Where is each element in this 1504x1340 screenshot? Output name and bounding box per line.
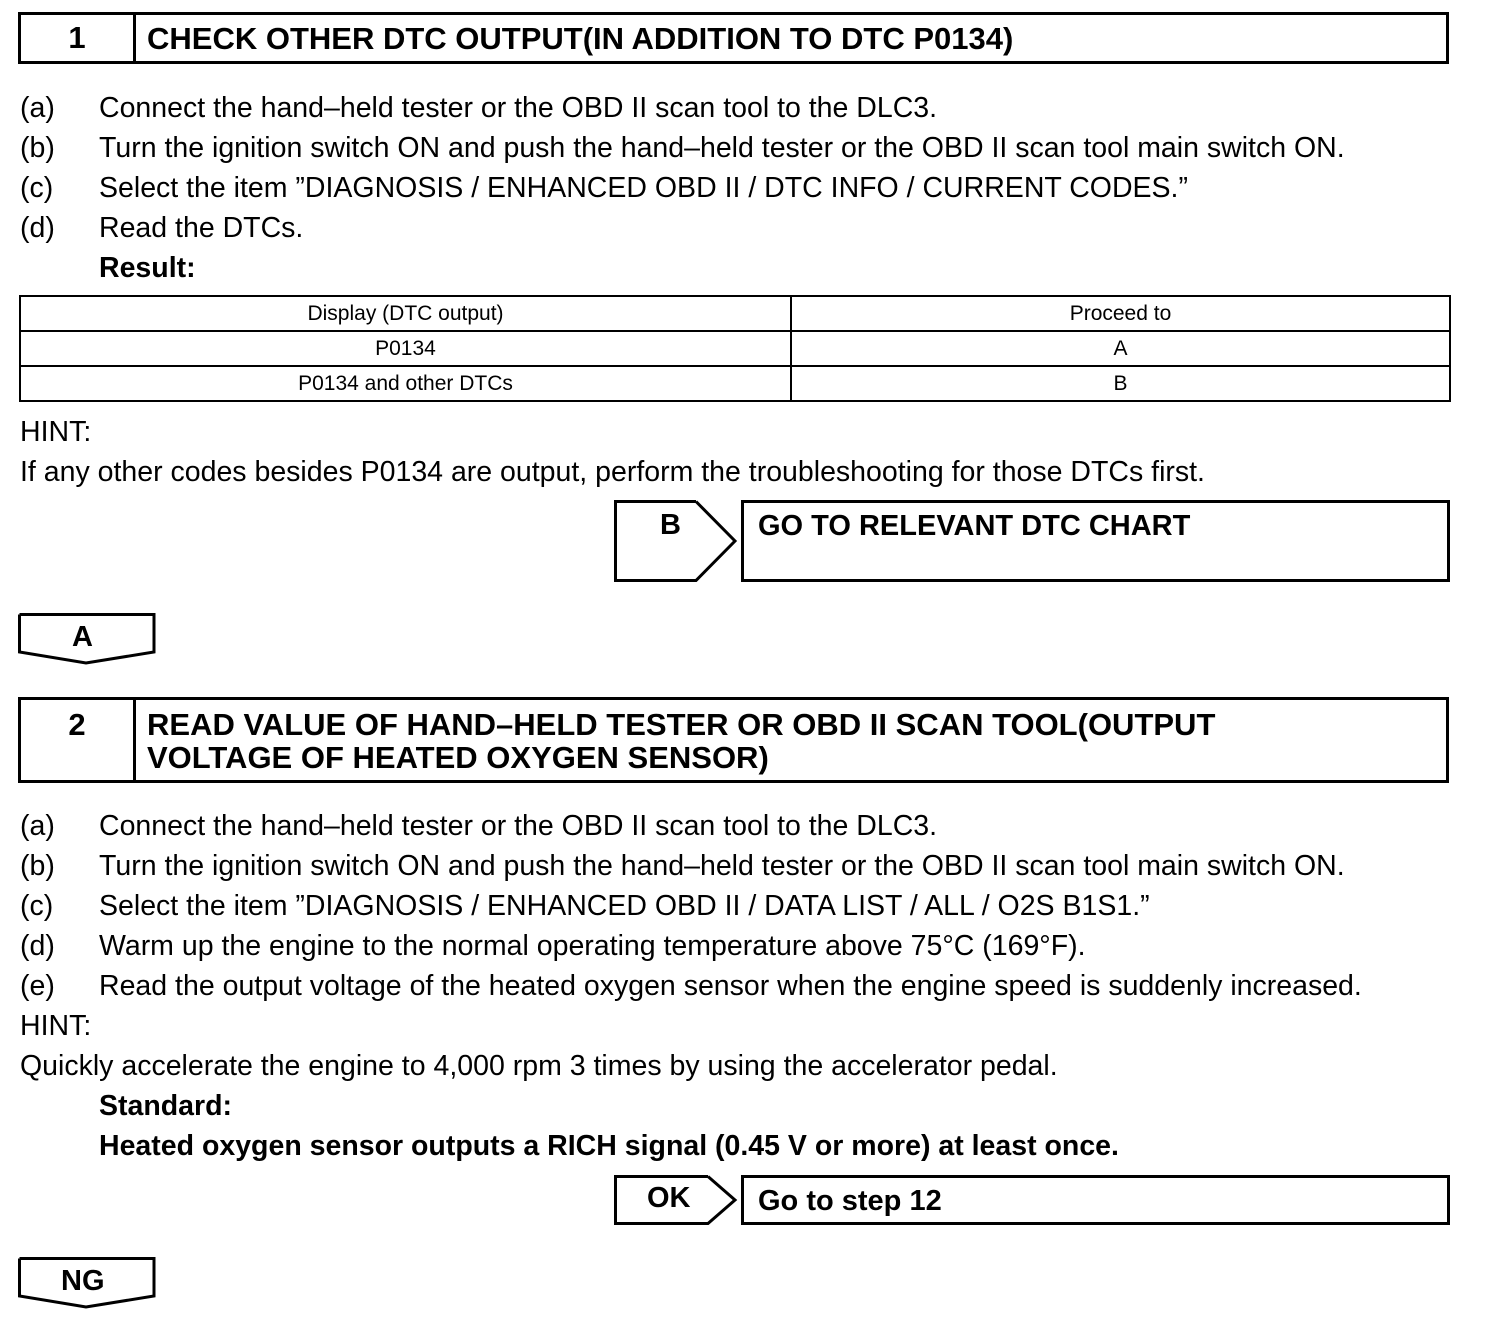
result-label: Result: bbox=[99, 252, 196, 284]
step1-branch-label: B bbox=[660, 509, 681, 541]
item-label: (b) bbox=[20, 850, 55, 882]
item-label: (a) bbox=[20, 810, 55, 842]
item-label: (a) bbox=[20, 92, 55, 124]
item-label: (e) bbox=[20, 970, 55, 1002]
item-label: (c) bbox=[20, 172, 54, 204]
step2-hint-label: HINT: bbox=[20, 1010, 92, 1042]
item-text: Connect the hand–held tester or the OBD II scan tool to the DLC3. bbox=[99, 92, 938, 124]
standard-label: Standard: bbox=[99, 1090, 233, 1122]
step2-title-line1: READ VALUE OF HAND–HELD TESTER OR OBD II SCAN TOOL(OUTPUT bbox=[147, 707, 1216, 742]
step1-title: CHECK OTHER DTC OUTPUT(IN ADDITION TO DTC P0134) bbox=[147, 21, 1014, 56]
item-label: (d) bbox=[20, 212, 55, 244]
item-text: Select the item ”DIAGNOSIS / ENHANCED OBD II / DTC INFO / CURRENT CODES.” bbox=[99, 172, 1188, 204]
table-row bbox=[20, 366, 1450, 401]
step2-hint-text: Quickly accelerate the engine to 4,000 rpm 3 times by using the accelerator pedal. bbox=[20, 1050, 1058, 1082]
step2-branch-dest-text: Go to step 12 bbox=[758, 1185, 942, 1217]
item-text: Read the output voltage of the heated oxygen sensor when the engine speed is suddenly increased. bbox=[99, 970, 1362, 1002]
table-header-row bbox=[20, 296, 1450, 331]
item-label: (d) bbox=[20, 930, 55, 962]
table-cell: A bbox=[791, 331, 1450, 366]
step1-number: 1 bbox=[21, 15, 136, 61]
item-text: Warm up the engine to the normal operating temperature above 75°C (169°F). bbox=[99, 930, 1086, 962]
standard-text: Heated oxygen sensor outputs a RICH signal (0.45 V or more) at least once. bbox=[99, 1130, 1119, 1162]
step1-branch-dest-text: GO TO RELEVANT DTC CHART bbox=[758, 510, 1191, 542]
step1-header bbox=[18, 12, 1449, 64]
table-row bbox=[20, 331, 1450, 366]
step1-branch-dest bbox=[741, 500, 1450, 582]
item-text: Select the item ”DIAGNOSIS / ENHANCED OBD II / DATA LIST / ALL / O2S B1S1.” bbox=[99, 890, 1150, 922]
table-cell: P0134 and other DTCs bbox=[20, 366, 791, 401]
step1-hint-label: HINT: bbox=[20, 416, 92, 448]
item-text: Read the DTCs. bbox=[99, 212, 304, 244]
table-header-display: Display (DTC output) bbox=[20, 296, 791, 331]
step2-number: 2 bbox=[21, 700, 136, 780]
step2-header bbox=[18, 697, 1449, 783]
step2-branch-dest bbox=[741, 1175, 1450, 1225]
item-text: Turn the ignition switch ON and push the hand–held tester or the OBD II scan tool main switch ON. bbox=[99, 850, 1345, 882]
item-text: Turn the ignition switch ON and push the hand–held tester or the OBD II scan tool main switch ON. bbox=[99, 132, 1345, 164]
step2-branch-label: OK bbox=[647, 1182, 691, 1214]
table-cell: B bbox=[791, 366, 1450, 401]
item-label: (c) bbox=[20, 890, 54, 922]
table-cell: P0134 bbox=[20, 331, 791, 366]
item-label: (b) bbox=[20, 132, 55, 164]
result-table bbox=[19, 295, 1451, 402]
step1-continue-label: A bbox=[72, 621, 93, 653]
step2-continue-label: NG bbox=[61, 1265, 105, 1297]
step2-title-line2: VOLTAGE OF HEATED OXYGEN SENSOR) bbox=[147, 740, 769, 775]
step1-hint-text: If any other codes besides P0134 are output, perform the troubleshooting for those DTCs first. bbox=[20, 456, 1205, 488]
item-text: Connect the hand–held tester or the OBD II scan tool to the DLC3. bbox=[99, 810, 938, 842]
table-header-proceed: Proceed to bbox=[791, 296, 1450, 331]
